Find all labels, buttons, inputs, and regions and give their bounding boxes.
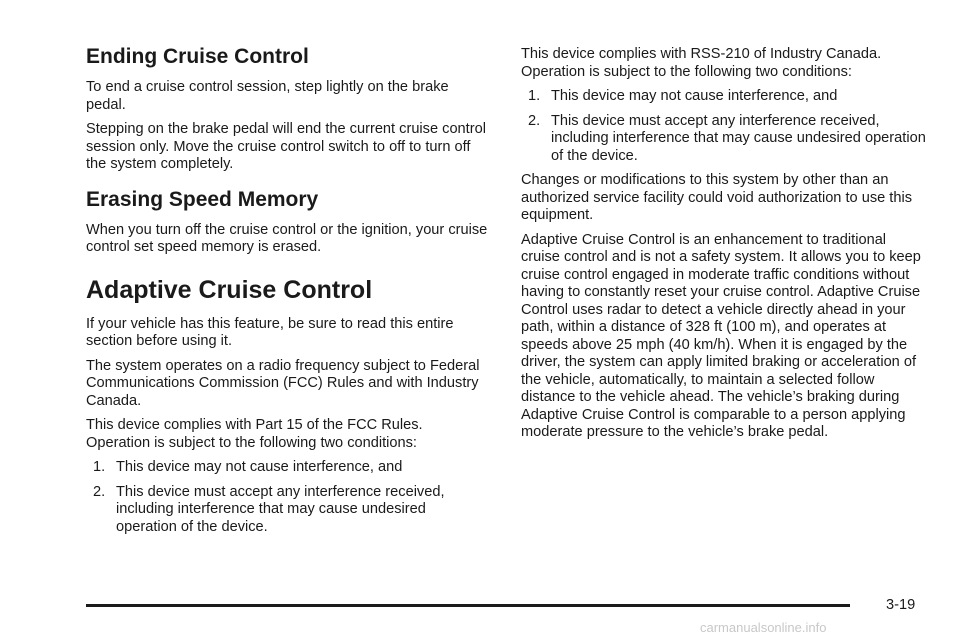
paragraph-rss-1: This device complies with RSS-210 of Industry Canada. Operation is subject to the following two conditions: — [521, 46, 882, 80]
paragraph-adaptive-1: If your vehicle has this feature, be sure to read this entire section before using it. — [86, 315, 454, 349]
list-item — [521, 88, 929, 106]
list-item — [521, 113, 929, 166]
paragraph-acc-description: Adaptive Cruise Control is an enhancement to traditional cruise control and is not a safety system. It allows you to keep cruise control engaged in moderate traffic conditions without having to constantly reset your cruise control. Adaptive Cruise Control uses radar to detect a vehicle directly ahead in your path, within a distance of 328 ft (100 m), and operates at speeds above 25 mph (40 km/h). When it is engaged by the driver, the system can apply limited braking or acceleration of the vehicle, automatically, to maintain a selected follow distance to the vehicle ahead. The vehicle’s braking during Adaptive Cruise Control is comparable to a person applying moderate pressure to the vehicle’s brake pedal. — [521, 231, 921, 440]
page-number: 3-19 — [886, 597, 916, 613]
heading-ending-cruise-control: Ending Cruise Control — [86, 45, 309, 68]
list-item-text: This device may not cause interference, and — [116, 459, 403, 475]
list-item-number: 2. — [93, 483, 106, 500]
paragraph-ending-1: To end a cruise control session, step lightly on the brake pedal. — [86, 79, 449, 113]
footer-rule — [86, 604, 850, 607]
paragraph-adaptive-2: The system operates on a radio frequency subject to Federal Communications Commission (FCC) Rules and with Industry Canada. — [86, 357, 480, 409]
heading-erasing-speed-memory: Erasing Speed Memory — [86, 187, 319, 211]
list-item-number: 2. — [528, 112, 541, 129]
heading-adaptive-cruise-control: Adaptive Cruise Control — [86, 275, 373, 304]
list-item — [86, 484, 488, 537]
list-item-number: 1. — [93, 459, 106, 475]
paragraph-modifications: Changes or modifications to this system by other than an authorized service facility could void authorization to use this equipment. — [521, 172, 912, 223]
paragraph-erasing-1: When you turn off the cruise control or the ignition, your cruise control set speed memory is erased. — [86, 221, 488, 255]
list-item-text: This device may not cause interference, and — [551, 88, 838, 104]
list-item-text: This device must accept any interference received, including interference that may cause undesired operation of the device. — [551, 112, 926, 164]
left-column — [86, 44, 488, 543]
fcc-conditions-list — [86, 459, 488, 536]
watermark: carmanualsonline.info — [700, 620, 827, 635]
list-item-number: 1. — [528, 88, 541, 104]
list-item-text: This device must accept any interference received, including interference that may cause undesired operation of the device. — [116, 483, 445, 535]
paragraph-ending-2: Stepping on the brake pedal will end the current cruise control session only. Move the cruise control switch to off to turn off the system completely. — [86, 121, 486, 172]
paragraph-adaptive-3: This device complies with Part 15 of the FCC Rules. Operation is subject to the following two conditions: — [86, 417, 423, 451]
right-column — [521, 46, 929, 449]
list-item — [86, 459, 488, 477]
rss-conditions-list — [521, 88, 929, 165]
